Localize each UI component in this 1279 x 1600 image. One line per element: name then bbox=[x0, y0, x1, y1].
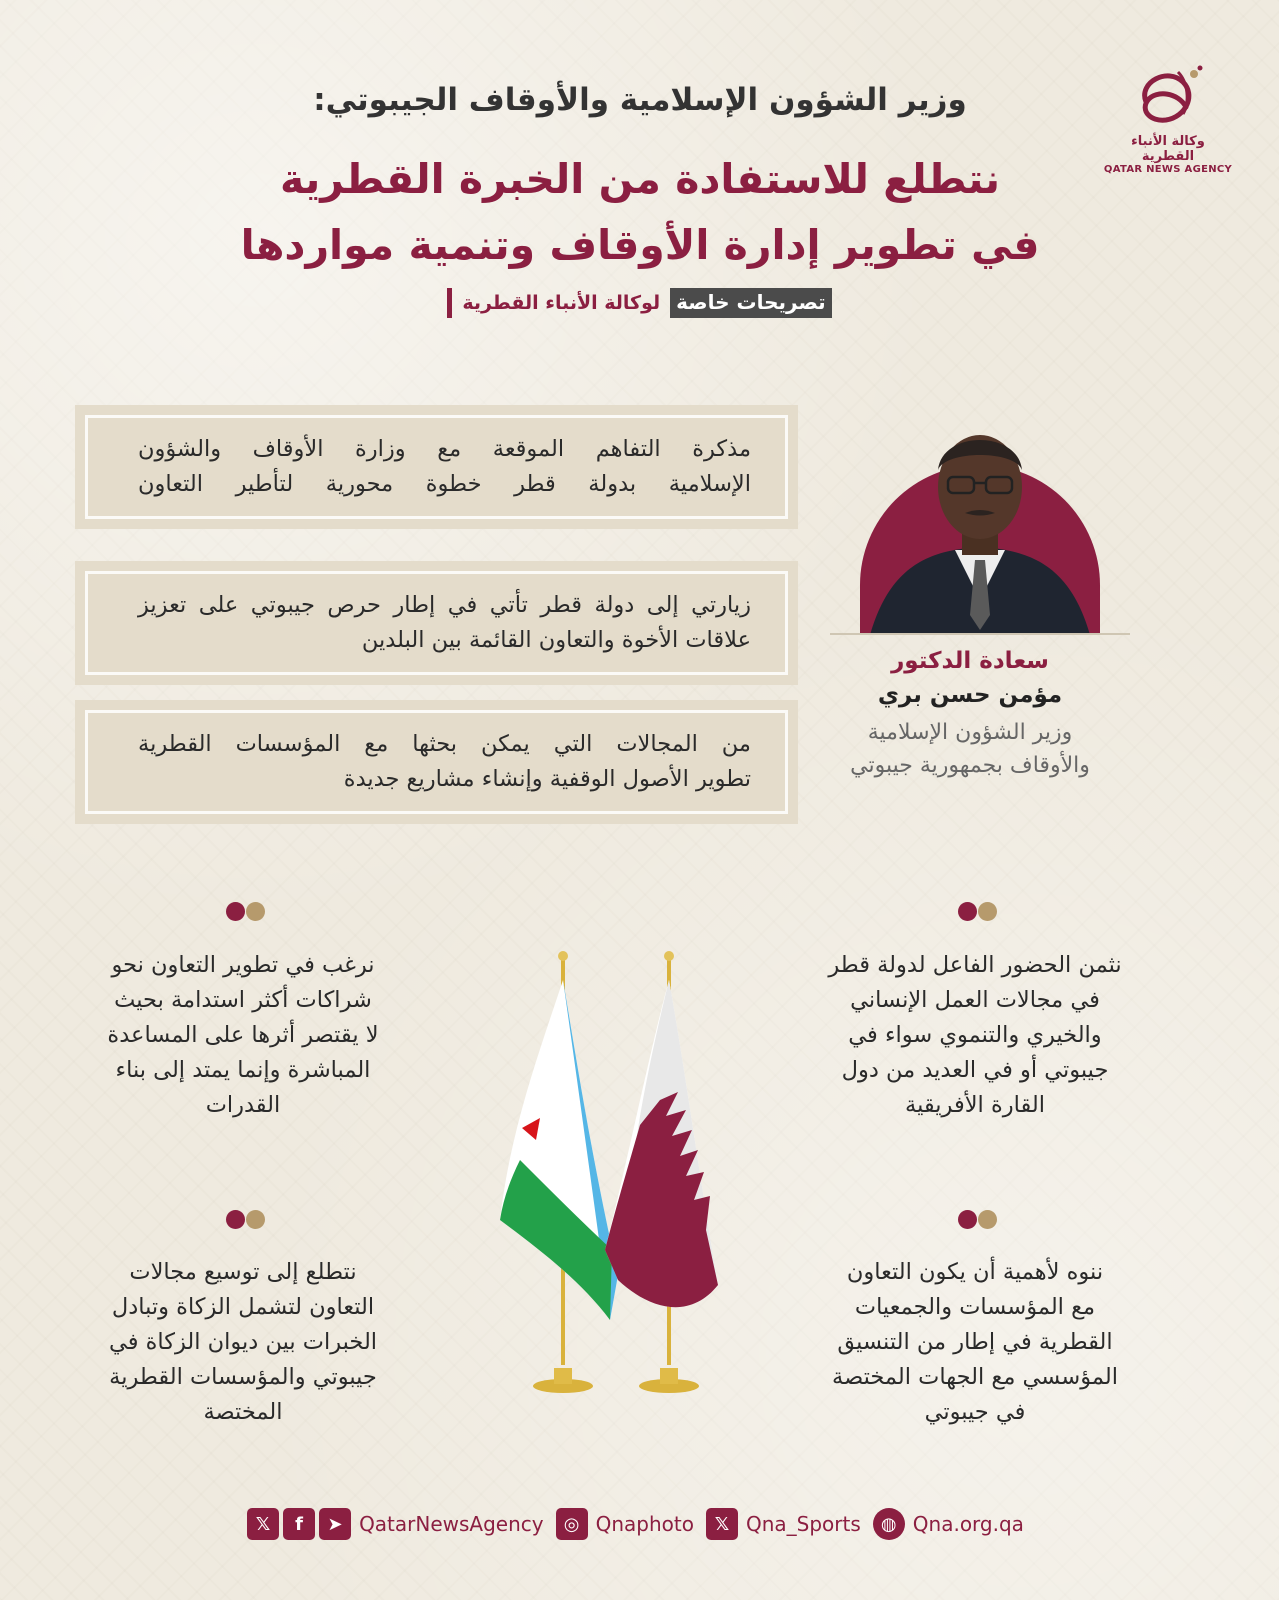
statement-left-top: نرغب في تطوير التعاون نحو شراكات أكثر استدامة بحيث لا يقتصر أثرها على المساعدة المباشرة وإنما يمتد إلى بناء القدرات bbox=[107, 952, 379, 1118]
headline-main bbox=[170, 146, 1110, 278]
logo-name-en: QATAR NEWS AGENCY bbox=[1103, 164, 1233, 175]
person-name: مؤمن حسن بري bbox=[877, 682, 1063, 708]
quote-3-line2: تطوير الأصول الوقفية وإنشاء مشاريع جديدة bbox=[343, 766, 751, 792]
statement-right-top: نثمن الحضور الفاعل لدولة قطر في مجالات العمل الإنساني والخيري والتنموي سواء في جيبوتي أو في العديد من دول القارة الأفريقية bbox=[828, 952, 1122, 1118]
headline-top: وزير الشؤون الإسلامية والأوقاف الجيبوتي: bbox=[313, 82, 967, 118]
special-statements-tag: تصريحات خاصة bbox=[670, 288, 832, 318]
facebook-icon[interactable]: f bbox=[283, 1508, 315, 1540]
x-icon[interactable]: 𝕏 bbox=[247, 1508, 279, 1540]
quote-box-2 bbox=[75, 561, 798, 685]
person-role-line1: وزير الشؤون الإسلامية bbox=[867, 720, 1073, 745]
quote-1-line2: الإسلامية بدولة قطر خطوة محورية لتأطير التعاون bbox=[138, 471, 751, 497]
globe-icon[interactable]: ◍ bbox=[873, 1508, 905, 1540]
bullet-dots-right-bottom bbox=[958, 1210, 997, 1229]
quote-2-line1: زيارتي إلى دولة قطر تأتي في إطار حرص جيبوتي على تعزيز bbox=[138, 592, 751, 618]
byline bbox=[0, 288, 1279, 318]
person-title: سعادة الدكتور bbox=[891, 648, 1049, 674]
handle-photo[interactable]: Qnaphoto bbox=[595, 1512, 694, 1536]
quote-2-line2: علاقات الأخوة والتعاون القائمة بين البلدين bbox=[361, 627, 751, 653]
logo-name-ar: وكالة الأنباء القطرية bbox=[1131, 134, 1205, 164]
qna-logo bbox=[1103, 62, 1233, 175]
byline-divider bbox=[447, 288, 452, 318]
quote-1-line1: مذكرة التفاهم الموقعة مع وزارة الأوقاف والشؤون bbox=[138, 436, 751, 462]
website-link[interactable]: Qna.org.qa bbox=[912, 1512, 1024, 1536]
telegram-icon[interactable]: ➤ bbox=[319, 1508, 351, 1540]
qna-emblem-icon bbox=[1128, 62, 1208, 132]
byline-source: لوكالة الأنباء القطرية bbox=[462, 292, 661, 314]
x-sports-icon[interactable]: 𝕏 bbox=[706, 1508, 738, 1540]
footer-social bbox=[0, 1508, 1279, 1540]
headline-main-line1: نتطلع للاستفادة من الخبرة القطرية bbox=[279, 155, 1001, 203]
headline-main-line2: في تطوير إدارة الأوقاف وتنمية مواردها bbox=[240, 221, 1040, 269]
bullet-dots-right-top bbox=[958, 902, 997, 921]
quote-3-line1: من المجالات التي يمكن بحثها مع المؤسسات القطرية bbox=[138, 731, 751, 757]
bullet-dots-left-bottom bbox=[226, 1210, 265, 1229]
minister-portrait bbox=[830, 425, 1130, 635]
instagram-icon[interactable]: ◎ bbox=[556, 1508, 588, 1540]
bullet-dots-left-top bbox=[226, 902, 265, 921]
statement-right-bottom: ننوه لأهمية أن يكون التعاون مع المؤسسات والجمعيات القطرية في إطار من التنسيق المؤسسي مع الجهات المختصة في جيبوتي bbox=[832, 1259, 1118, 1425]
flags-illustration bbox=[500, 950, 740, 1400]
person-role-line2: والأوقاف بجمهورية جيبوتي bbox=[850, 753, 1090, 778]
handle-main[interactable]: QatarNewsAgency bbox=[359, 1512, 544, 1536]
statement-left-bottom: نتطلع إلى توسيع مجالات التعاون لتشمل الزكاة وتبادل الخبرات بين ديوان الزكاة في جيبوتي والمؤسسات القطرية المختصة bbox=[108, 1259, 378, 1425]
quote-box-1 bbox=[75, 405, 798, 529]
quote-box-3 bbox=[75, 700, 798, 824]
handle-sports[interactable]: Qna_Sports bbox=[745, 1512, 861, 1536]
person-role bbox=[800, 716, 1140, 782]
